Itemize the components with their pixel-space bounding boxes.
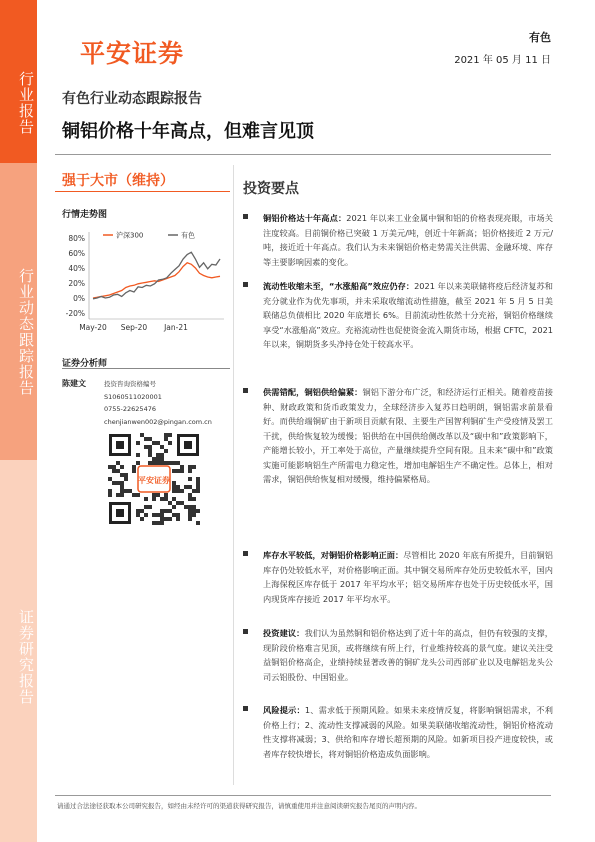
qr-module [160, 509, 164, 513]
qr-module [112, 481, 116, 485]
qr-module [188, 465, 192, 469]
qr-module [116, 493, 120, 497]
legend-label: 有色 [181, 231, 195, 240]
qr-module [192, 497, 196, 501]
analyst-name: 陈建文 [62, 379, 86, 388]
x-tick-label: May-20 [79, 323, 107, 332]
qr-module [120, 465, 124, 469]
qr-module [140, 509, 144, 513]
y-tick-label: 80% [68, 234, 85, 243]
qr-module [124, 477, 128, 481]
qr-module [156, 461, 160, 465]
qr-module [180, 465, 184, 469]
qr-module [176, 501, 180, 505]
qr-module [168, 441, 172, 445]
qr-module [160, 461, 164, 465]
qr-module [152, 521, 156, 525]
qr-module [172, 481, 176, 485]
qr-module [192, 509, 196, 513]
header-divider [55, 154, 551, 155]
qr-module [192, 505, 196, 509]
qr-module [188, 469, 192, 473]
sidebar-report-class: 证券研究报告 [0, 460, 37, 842]
sector-label: 有色 [529, 31, 551, 44]
qr-module [164, 493, 168, 497]
analyst-info-line: 0755-22625476 [104, 405, 156, 413]
qr-module [172, 489, 176, 493]
qr-module [156, 453, 160, 457]
qr-module [152, 513, 156, 517]
qr-module [192, 513, 196, 517]
series-line [93, 252, 220, 299]
qr-module [172, 505, 176, 509]
qr-module [176, 469, 180, 473]
qr-module [116, 481, 120, 485]
qr-module [172, 513, 176, 517]
key-point-text: 我们认为虽然铜和铝价格达到了近十年的高点，但仍有较强的支撑，现阶段价格难言见顶，或将继续有所上行，行业维持较高的景气度。建议关注受益铜铝价格高企，业绩持续显著改善的铜矿龙头公司西部矿业以及电解铝龙头公司云铝股份、中国铝业。 [263, 628, 553, 682]
qr-module [124, 489, 128, 493]
footer-divider [55, 795, 551, 796]
qr-module [172, 461, 176, 465]
qr-module [108, 489, 112, 493]
qr-module [160, 517, 164, 521]
qr-module [160, 521, 164, 525]
qr-module [176, 513, 180, 517]
key-point-lead: 流动性收缩未至，“水涨船高”效应仍存： [263, 281, 415, 291]
qr-module [148, 505, 152, 509]
qr-module [188, 493, 192, 497]
qr-module [136, 441, 140, 445]
analyst-heading: 证券分析师 [62, 359, 108, 369]
qr-logo-text: 平安证券 [138, 476, 170, 485]
qr-module [164, 517, 168, 521]
qr-module [148, 437, 152, 441]
key-point-lead: 投资建议： [263, 628, 305, 638]
bullet-square-icon [243, 388, 248, 393]
key-point-lead: 铜铝价格达十年高点： [263, 213, 347, 223]
qr-module [172, 469, 176, 473]
qr-module [156, 521, 160, 525]
y-tick-label: 20% [68, 279, 85, 288]
qr-module [140, 517, 144, 521]
column-divider [233, 165, 234, 785]
qr-module [176, 489, 180, 493]
qr-module [168, 501, 172, 505]
qr-module [160, 497, 164, 501]
trend-chart [58, 226, 230, 344]
qr-module [148, 449, 152, 453]
qr-module [112, 465, 116, 469]
analyst-info-line: 投资咨询资格编号 [104, 380, 156, 388]
qr-module [176, 517, 180, 521]
legend-label: 沪深300 [116, 231, 144, 240]
qr-module [152, 493, 156, 497]
qr-module [180, 501, 184, 505]
qr-module [192, 465, 196, 469]
qr-module [172, 485, 176, 489]
qr-module [176, 461, 180, 465]
qr-module [184, 505, 188, 509]
x-tick-label: Jan-21 [164, 323, 188, 332]
qr-module [164, 437, 168, 441]
qr-module [188, 517, 192, 521]
bullet-square-icon [243, 629, 248, 634]
key-point-text: 1、需求低于预期风险。如果未来疫情反复，将影响铜铝需求，不利价格上行；2、流动性支撑减弱的风险。如果美联储收缩流动性，铜铝价格流动性支撑将减弱；3、供给和库存增长超预期的风险。如新项目投产进度较快，或者库存较快增长，将对铜铝价格造成负面影响。 [263, 705, 553, 759]
qr-module [124, 473, 128, 477]
qr-module [120, 481, 124, 485]
qr-module [164, 497, 168, 501]
qr-module [144, 497, 148, 501]
key-point-lead: 库存水平较低，对铜铝价格影响正面： [263, 550, 404, 560]
qr-module [188, 509, 192, 513]
qr-module [156, 457, 160, 461]
qr-module [144, 445, 148, 449]
qr-module [192, 489, 196, 493]
qr-module [152, 441, 156, 445]
qr-module [172, 497, 176, 501]
x-tick-label: Sep-20 [120, 323, 148, 332]
qr-module [136, 509, 140, 513]
qr-module [160, 445, 164, 449]
bullet-square-icon [243, 706, 248, 711]
qr-module [132, 465, 136, 469]
qr-module [160, 457, 164, 461]
qr-module [196, 521, 200, 525]
qr-module [136, 453, 140, 457]
qr-module [148, 445, 152, 449]
bullet-square-icon [243, 214, 248, 219]
y-tick-label: 60% [68, 249, 85, 258]
qr-module [164, 461, 168, 465]
qr-module [148, 461, 152, 465]
qr-module [196, 509, 200, 513]
qr-module [196, 477, 200, 481]
qr-module [168, 509, 172, 513]
qr-module [136, 513, 140, 517]
qr-module [120, 493, 124, 497]
qr-module [196, 485, 200, 489]
qr-module [144, 505, 148, 509]
qr-module [132, 469, 136, 473]
sidebar-report-category: 行业动态跟踪报告 [0, 163, 37, 460]
key-point-text: 尽管相比 2020 年底有所提升，目前铜铝库存仍处较低水平，对价格影响正面。其中铜交易所库存处历史较低水平，国内上海保税区库存低于 2017 年平均水平；铝交易所库存也处于历史较低水平，国内现货库存接近 2017 年平均水平。 [263, 550, 553, 604]
key-point-text: 2021 年以来工业金属中铜和铝的价格表现亮眼，市场关注度较高。目前铜价格已突破 1 万美元/吨，创近十年新高；铝价格接近 2 万元/吨，接近近十年高点。我们认为未来铜铝价格走势需关注供需、金融环境、库存等主要影响因素的变化。 [263, 213, 553, 267]
key-point-lead: 风险提示： [263, 705, 305, 715]
rating-label: 强于大市（维持） [62, 173, 174, 189]
report-subtitle: 有色行业动态跟踪报告 [62, 91, 202, 107]
qr-module [144, 513, 148, 517]
qr-module [156, 513, 160, 517]
analyst-info-line: chenjianwen002@pingan.com.cn [104, 417, 212, 426]
qr-module [160, 513, 164, 517]
qr-module [144, 437, 148, 441]
y-tick-label: 40% [68, 264, 85, 273]
analyst-info [104, 378, 212, 428]
qr-module [156, 493, 160, 497]
key-point-text: 2021 年以来美联储将疫后经济复苏和充分就业作为优先事项，并未采取收缩流动性措施，截至 2021 年 5 月 5 日美联储总负债相比 2020 年底增长 6%。目前流动性依然十分充裕，铜铝价格继续享受“水涨船高”效应。充裕流动性也促使资金流入期货市场，根据 CFTC，2021 年以来，铜期货多头净持仓处于较高水平。 [263, 281, 553, 349]
bullet-square-icon [243, 551, 248, 556]
qr-module [164, 449, 168, 453]
footer-disclaimer: 请通过合法途径获取本公司研究报告，如经由未经许可的渠道获得研究报告，请慎重使用并注意阅读研究报告尾页的声明内容。 [57, 802, 421, 810]
qr-module [176, 485, 180, 489]
qr-module [164, 509, 168, 513]
qr-module [168, 461, 172, 465]
qr-module [188, 497, 192, 501]
qr-module [164, 433, 168, 437]
qr-module [184, 485, 188, 489]
qr-module [120, 485, 124, 489]
qr-module [188, 485, 192, 489]
series-line [93, 263, 220, 298]
trend-heading: 行情走势图 [62, 210, 108, 220]
qr-module [128, 489, 132, 493]
qr-module [136, 461, 140, 465]
brand-logo: 平安证券 [80, 39, 185, 68]
qr-module [160, 453, 164, 457]
y-tick-label: -20% [65, 309, 85, 318]
analyst-info-line: S1060511020001 [104, 392, 162, 401]
qr-module [180, 489, 184, 493]
qr-module [168, 517, 172, 521]
qr-module [116, 461, 120, 465]
bullet-square-icon [243, 282, 248, 287]
qr-module [168, 433, 172, 437]
qr-module [136, 493, 140, 497]
qr-module [148, 453, 152, 457]
qr-module [108, 493, 112, 497]
qr-module [152, 461, 156, 465]
report-date: 2021 年 05 月 11 日 [454, 55, 551, 66]
key-points-heading: 投资要点 [243, 181, 299, 197]
qr-module [188, 513, 192, 517]
qr-module [132, 493, 136, 497]
qr-module [120, 473, 124, 477]
qr-module [108, 477, 112, 481]
qr-module [112, 469, 116, 473]
qr-module [196, 489, 200, 493]
qr-module [180, 469, 184, 473]
key-point-text: 铜铝下游分布广泛，和经济运行正相关。随着疫苗接种、财政政策和货币政策发力，全球经济步入复苏日趋明朗，铜铝需求前景看好。而供给端铜矿由于新项目贡献有限、主要生产国智利铜矿生产受疫情及罢工干扰，供给恢复较为缓慢；铝供给在中国供给侧改革以及“碳中和”政策影响下，产能增长较小，开工率处于高位，产量继续提升空间有限。且未来“碳中和”政策实施可能影响铝生产所需电力稳定性，增加电解铝生产不确定性。总体上，相对需求，铜铝供给恢复相对缓慢，维持偏紧格局。 [263, 387, 553, 484]
qr-module [120, 489, 124, 493]
report-title: 铜铝价格十年高点，但难言见顶 [62, 121, 314, 142]
qr-code [108, 433, 200, 525]
y-tick-label: 0% [73, 294, 85, 303]
qr-module [152, 497, 156, 501]
qr-module [196, 481, 200, 485]
qr-module [152, 457, 156, 461]
qr-module [108, 465, 112, 469]
qr-module [156, 441, 160, 445]
rating-divider [55, 191, 230, 192]
qr-module [188, 505, 192, 509]
key-point-lead: 供需错配，铜铝供给偏紧： [263, 387, 363, 397]
qr-module [188, 477, 192, 481]
qr-module [140, 433, 144, 437]
qr-module [116, 469, 120, 473]
sidebar-report-type: 行业报告 [0, 0, 37, 163]
